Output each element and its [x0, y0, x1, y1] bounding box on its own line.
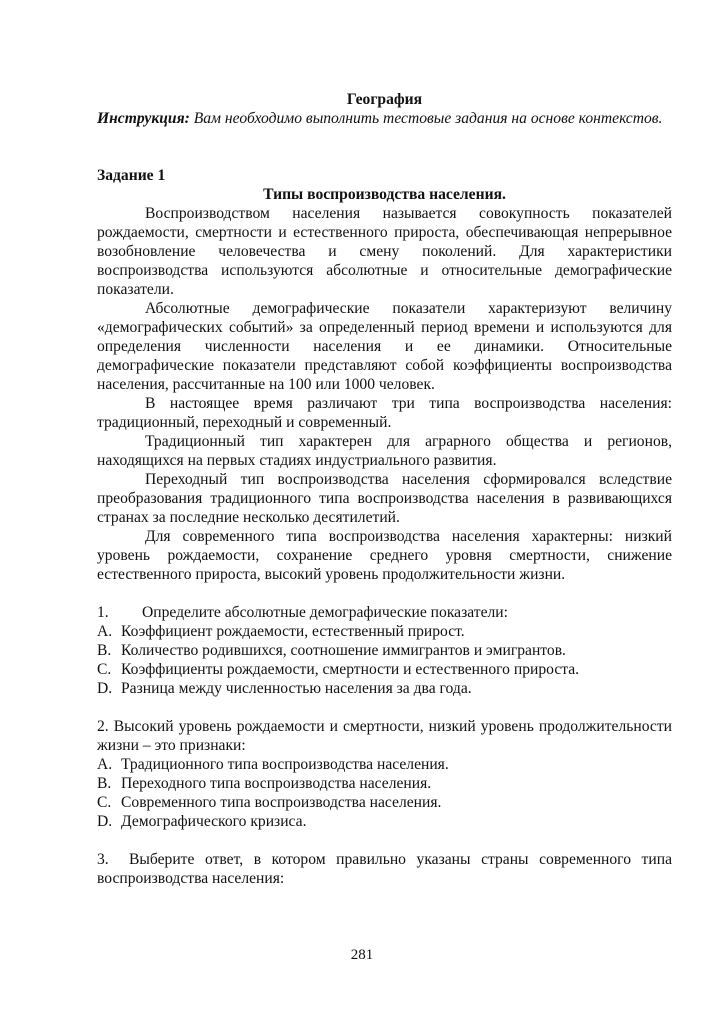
question-2: [97, 717, 672, 831]
document-page: [97, 90, 672, 888]
option-text: Разница между численностью населения за два года.: [121, 680, 472, 697]
option-letter: B.: [97, 642, 112, 659]
question-1: [97, 603, 672, 698]
task-label: Задание 1: [97, 167, 166, 184]
question-stem: [97, 603, 672, 622]
option-text: Традиционного типа воспроизводства населения.: [121, 756, 449, 773]
option-letter: B.: [97, 775, 112, 792]
subject-title: География: [346, 91, 423, 108]
option-text: Демографического кризиса.: [121, 813, 307, 830]
paragraph: Переходный тип воспроизводства населения сформировался вследствие преобразования традиционного типа воспроизводства населения в развивающихся странах за последние несколько десятилетий.: [97, 471, 672, 526]
option-text: Современного типа воспроизводства населения.: [121, 794, 442, 811]
option-text: Переходного типа воспроизводства населения.: [121, 775, 432, 792]
answer-option: [97, 622, 672, 641]
question-text: Высокий уровень рождаемости и смертности, низкий уровень продолжительности жизни – это признаки:: [97, 718, 672, 754]
option-letter: A.: [97, 756, 113, 773]
option-letter: D.: [97, 813, 113, 830]
question-stem: [97, 717, 672, 755]
answer-option: [97, 755, 672, 774]
question-text: Определите абсолютные демографические показатели:: [142, 604, 508, 621]
option-text: Коэффициенты рождаемости, смертности и естественного прироста.: [121, 661, 580, 678]
answer-options: [97, 622, 672, 698]
paragraph: Традиционный тип характерен для аграрного общества и регионов, находящихся на первых стадиях индустриального развития.: [97, 433, 672, 469]
question-3: [97, 850, 672, 888]
answer-option: [97, 793, 672, 812]
question-number: 3.: [97, 851, 109, 868]
section-title: Типы воспроизводства населения.: [263, 186, 506, 203]
paragraph: Для современного типа воспроизводства населения характерны: низкий уровень рождаемости, сохранение среднего уровня смертности, снижение естественного прироста, высокий уровень продолжительности жизни.: [97, 528, 672, 583]
instruction-text: Вам необходимо выполнить тестовые задания на основе контекстов.: [189, 110, 663, 127]
instruction-lead: Инструкция:: [97, 110, 190, 127]
answer-option: [97, 774, 672, 793]
answer-option: [97, 812, 672, 831]
option-letter: D.: [97, 680, 113, 697]
instruction: [97, 109, 672, 128]
option-text: Количество родившихся, соотношение иммигрантов и эмигрантов.: [121, 642, 566, 659]
question-stem: [97, 850, 672, 888]
option-letter: C.: [97, 794, 112, 811]
question-number: 2.: [97, 718, 109, 735]
paragraph: Абсолютные демографические показатели характеризуют величину «демографических событий» за определенный период времени и используются для определения численности населения и ее динамики. Относительные демографические показатели представляют собой коэффициенты воспроизводства населения, рассчитанные на 100 или 1000 человек.: [97, 300, 672, 393]
question-text: Выберите ответ, в котором правильно указаны страны современного типа воспроизводства населения:: [97, 851, 672, 887]
option-text: Коэффициент рождаемости, естественный прирост.: [121, 623, 465, 640]
answer-option: [97, 679, 672, 698]
question-number: 1.: [97, 604, 109, 621]
answer-option: [97, 641, 672, 660]
answer-options: [97, 755, 672, 831]
paragraph: Воспроизводством населения называется совокупность показателей рождаемости, смертности и естественного прироста, обеспечивающая непрерывное возобновление человечества и смену поколений. Для характеристики воспроизводства используются абсолютные и относительные демографические показатели.: [97, 205, 672, 298]
paragraph: В настоящее время различают три типа воспроизводства населения: традиционный, переходный и современный.: [97, 395, 672, 431]
answer-option: [97, 660, 672, 679]
page-number: 281: [350, 947, 374, 963]
option-letter: C.: [97, 661, 112, 678]
option-letter: A.: [97, 623, 113, 640]
